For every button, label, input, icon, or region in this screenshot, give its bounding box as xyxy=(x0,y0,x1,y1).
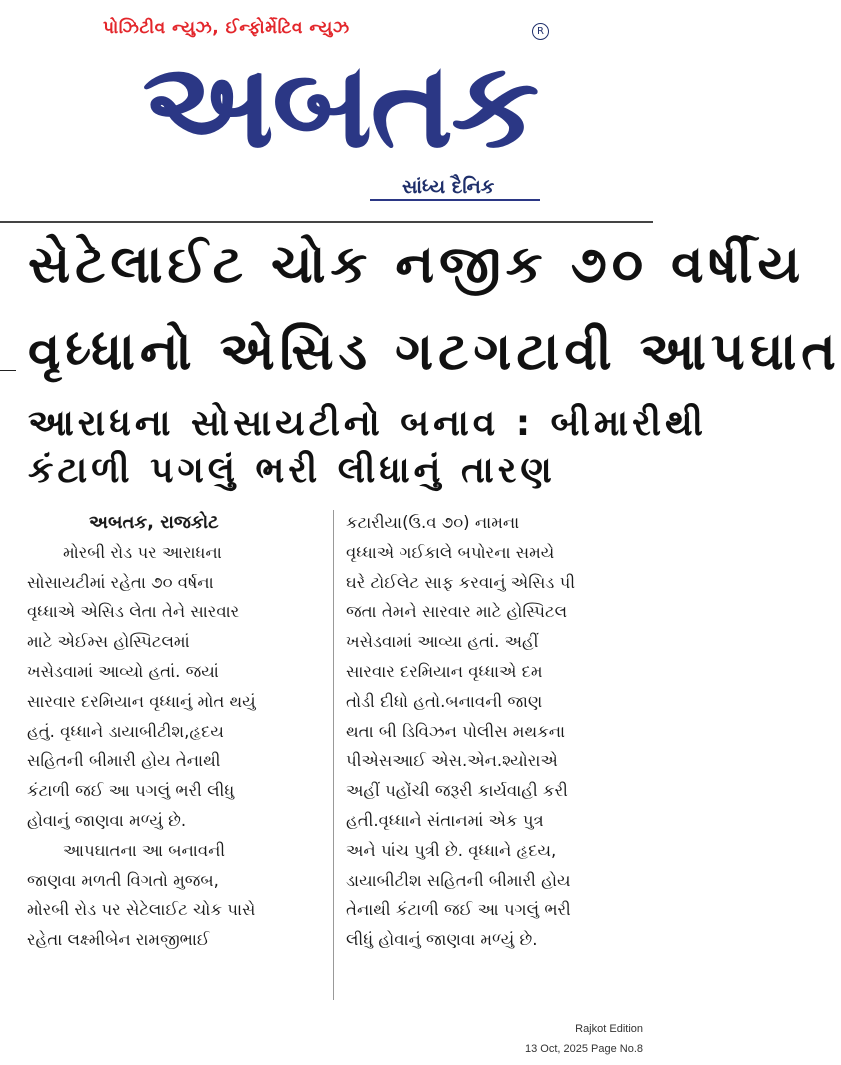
body-line: વૃધ્ધાએ એસિડ લેતા તેને સારવાર xyxy=(27,602,240,622)
body-line: રહેતા લક્ષ્મીબેન રામજીભાઈ xyxy=(27,930,210,950)
body-line: સારવાર દરમિયાન વૃધ્ધાનું મોત થયું xyxy=(27,691,256,711)
article-headline xyxy=(28,222,841,396)
date-page-label: 13 Oct, 2025 Page No.8 xyxy=(524,1043,643,1055)
newspaper-logo: અબતક xyxy=(142,36,538,174)
body-line: મોરબી રોડ પર સેટેલાઈટ ચોક પાસે xyxy=(27,900,256,920)
body-line: ઘરે ટોઈલેટ સાફ કરવાનું એસિડ પી xyxy=(346,572,576,592)
body-line: થતા બી ડિવિઝન પોલીસ મથકના xyxy=(346,721,566,741)
edition-type-label: સાંધ્ય દૈનિક xyxy=(402,176,495,198)
body-line: હોવાનું જાણવા મળ્યું છે. xyxy=(27,810,187,830)
column-divider xyxy=(333,510,334,1000)
body-line: અહીં પહોંચી જરૂરી કાર્યવાહી કરી xyxy=(346,781,568,801)
body-line: અને પાંચ પુત્રી છે. વૃધ્ધાને હૃદય, xyxy=(346,840,557,860)
masthead xyxy=(0,0,653,222)
subhead-line: કંટાળી પગલું ભરી લીધાનું તારણ xyxy=(28,450,556,491)
body-line: તોડી દીધો હતો.બનાવની જાણ xyxy=(346,691,543,711)
body-line: સોસાયટીમાં રહેતા ૭૦ વર્ષના xyxy=(27,572,214,592)
body-line: ખસેડવામાં આવ્યા હતાં. અહીં xyxy=(346,632,539,652)
headline-line: સેટેલાઈટ ચોક નજીક ૭૦ વર્ષીય xyxy=(28,235,806,295)
article-column-right xyxy=(346,508,638,955)
registered-trademark-icon: R xyxy=(532,23,549,40)
body-line: જતા તેમને સારવાર માટે હોસ્પિટલ xyxy=(346,602,568,622)
logo-underline xyxy=(370,199,540,201)
body-line: લીધું હોવાનું જાણવા મળ્યું છે. xyxy=(346,930,538,950)
body-line: વૃધ્ધાએ ગઈકાલે બપોરના સમયે xyxy=(346,542,555,562)
body-line: પીએસઆઈ એસ.એન.શ્યોરાએ xyxy=(346,751,558,771)
body-line: માટે એઈમ્સ હોસ્પિટલમાં xyxy=(27,632,190,652)
body-line: તેનાથી કંટાળી જઈ આ પગલું ભરી xyxy=(346,900,571,920)
body-line: જાણવા મળતી વિગતો મુજબ, xyxy=(27,870,219,890)
body-line: મોરબી રોડ પર આરાધના xyxy=(63,542,222,562)
article-byline: અબતક, રાજકોટ xyxy=(89,512,219,533)
masthead-tagline: પોઝિટીવ ન્યુઝ, ઈન્ફોર્મેટિવ ન્યુઝ xyxy=(103,18,350,38)
body-line: હતું. વૃધ્ધાને ડાયાબીટીશ,હૃદય xyxy=(27,721,224,741)
body-line: આપઘાતના આ બનાવની xyxy=(63,840,226,860)
body-line: કટારીયા(ઉ.વ ૭૦) નામના xyxy=(346,513,520,532)
article-subhead xyxy=(28,400,707,494)
margin-tick-mark xyxy=(0,370,16,371)
body-line: ડાયાબીટીશ સહિતની બીમારી હોય xyxy=(346,870,571,890)
body-line: ખસેડવામાં આવ્યો હતાં. જયાં xyxy=(27,661,219,681)
subhead-line: આરાધના સોસાયટીનો બનાવ : બીમારીથી xyxy=(28,403,707,444)
edition-label: Rajkot Edition xyxy=(575,1023,643,1035)
body-line: સહિતની બીમારી હોય તેનાથી xyxy=(27,751,221,771)
article-column-left xyxy=(27,508,323,955)
body-line: કંટાળી જઈ આ પગલું ભરી લીધુ xyxy=(27,781,235,801)
headline-line: વૃધ્ધાનો એસિડ ગટગટાવી આપઘાત xyxy=(28,322,841,382)
body-line: હતી.વૃધ્ધાને સંતાનમાં એક પુત્ર xyxy=(346,810,544,830)
body-line: સારવાર દરમિયાન વૃધ્ધાએ દમ xyxy=(346,661,543,681)
